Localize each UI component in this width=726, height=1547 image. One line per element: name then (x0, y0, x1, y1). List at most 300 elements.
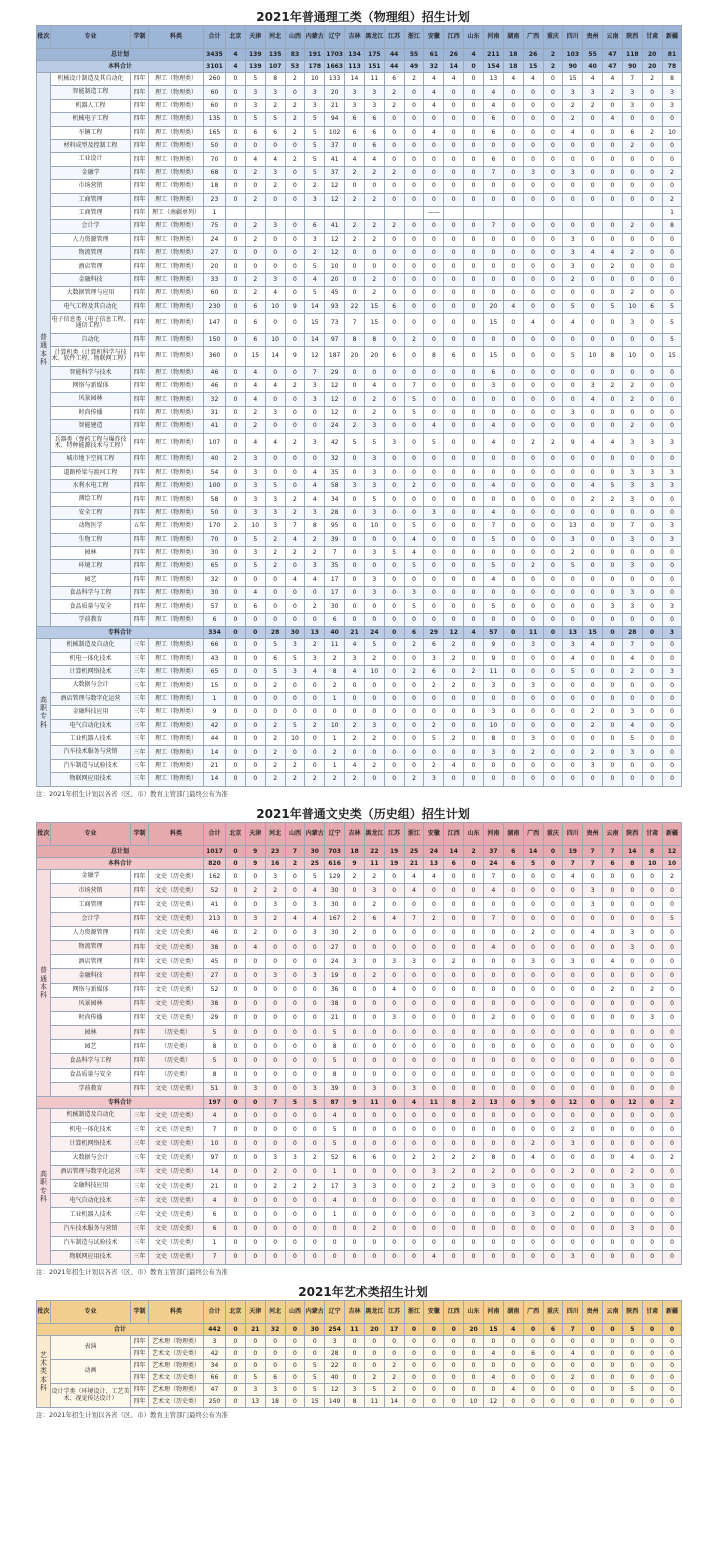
value-cell: 0 (464, 247, 484, 260)
value-cell: 0 (226, 639, 246, 652)
value-cell: 0 (503, 506, 523, 519)
value-cell: 3 (345, 1179, 365, 1193)
value-cell: 0 (345, 366, 365, 379)
value-cell: 0 (662, 1222, 682, 1236)
duration-cell: 四年 (131, 983, 149, 997)
value-cell: 5 (662, 333, 682, 346)
value-cell: 2 (523, 433, 543, 453)
value-cell: 0 (384, 884, 404, 898)
history-table (36, 822, 682, 1265)
value-cell: 3 (622, 587, 642, 600)
subject-cell: 理工（物理类） (149, 466, 204, 479)
value-cell: 154 (483, 61, 503, 73)
value-cell: 0 (265, 366, 285, 379)
value-cell: 2 (364, 870, 384, 884)
value-cell: 0 (583, 560, 603, 573)
header-province: 吉林 (345, 1301, 365, 1324)
value-cell: 20 (642, 49, 662, 61)
value-cell: 0 (424, 1372, 444, 1384)
value-cell: 0 (622, 759, 642, 772)
duration-cell: 三年 (131, 1194, 149, 1208)
value-cell: 2 (384, 1360, 404, 1372)
value-cell: 6 (444, 347, 464, 367)
major-name: 汽车制造与试验技术 (51, 1236, 131, 1250)
value-cell: 0 (483, 233, 503, 246)
table-row (37, 600, 682, 613)
major-name: 设计学类（环境设计、工艺美术、视觉传达设计） (51, 1384, 131, 1408)
value-cell: 14 (444, 61, 464, 73)
value-cell: 0 (523, 587, 543, 600)
value-cell: 0 (662, 1236, 682, 1250)
header-province: 黑龙江 (364, 26, 384, 49)
value-cell: 2 (285, 433, 305, 453)
value-cell: 7 (583, 846, 603, 858)
value-cell: 0 (523, 139, 543, 152)
value-cell: 0 (305, 746, 325, 759)
value-cell: 0 (563, 692, 583, 705)
value-cell: 7 (404, 912, 424, 926)
major-name: 物流管理 (51, 940, 131, 954)
value-cell: 0 (265, 1068, 285, 1082)
value-cell: 5 (245, 113, 265, 126)
value-cell: 8 (325, 1068, 345, 1082)
value-cell: 4 (226, 49, 246, 61)
table-row (37, 99, 682, 112)
value-cell: 0 (603, 613, 623, 626)
value-cell: 2 (603, 86, 623, 99)
value-cell: 0 (583, 1040, 603, 1054)
value-cell: 0 (662, 233, 682, 246)
value-cell: 0 (543, 1011, 563, 1025)
value-cell: 0 (464, 139, 484, 152)
value-cell: 0 (464, 1250, 484, 1264)
subject-cell: （历史类） (149, 1026, 204, 1040)
value-cell: 0 (305, 1040, 325, 1054)
value-cell: 0 (523, 260, 543, 273)
value-cell: 0 (404, 997, 424, 1011)
subject-cell: 文史（历史类） (149, 1236, 204, 1250)
value-cell: 2 (265, 560, 285, 573)
value-cell: 5 (364, 1384, 384, 1396)
value-cell (444, 206, 464, 219)
header-batch: 批次 (37, 26, 51, 49)
value-cell: 3 (662, 627, 682, 639)
value-cell: 0 (345, 587, 365, 600)
value-cell: 0 (563, 898, 583, 912)
table-row (37, 139, 682, 152)
value-cell: 0 (464, 287, 484, 300)
value-cell: 0 (444, 1026, 464, 1040)
value-cell: 0 (245, 247, 265, 260)
value-cell: 3 (364, 99, 384, 112)
value-cell: 4 (204, 1194, 226, 1208)
value-cell: 0 (642, 99, 662, 112)
value-cell: 0 (226, 1123, 246, 1137)
value-cell: 0 (444, 1250, 464, 1264)
value-cell: 0 (285, 333, 305, 346)
value-cell: 4 (603, 433, 623, 453)
value-cell: 3 (483, 706, 503, 719)
value-cell: 1 (325, 692, 345, 705)
value-cell: 0 (583, 1123, 603, 1137)
value-cell: 0 (503, 679, 523, 692)
value-cell: 2 (265, 1179, 285, 1193)
table-row (37, 706, 682, 719)
value-cell: 0 (603, 884, 623, 898)
value-cell: 2 (662, 1151, 682, 1165)
value-cell: 0 (662, 1011, 682, 1025)
value-cell: 0 (444, 393, 464, 406)
value-cell (345, 206, 365, 219)
value-cell: 0 (543, 1236, 563, 1250)
value-cell: 0 (404, 366, 424, 379)
value-cell: 2 (563, 1372, 583, 1384)
value-cell: 17 (325, 1179, 345, 1193)
value-cell: 0 (345, 1236, 365, 1250)
value-cell: 0 (622, 273, 642, 286)
value-cell: 0 (523, 773, 543, 786)
value-cell: 0 (503, 759, 523, 772)
table-row (37, 1222, 682, 1236)
value-cell: 0 (444, 1109, 464, 1123)
value-cell: 3 (265, 220, 285, 233)
major-name: 学前教育 (51, 613, 131, 626)
value-cell: 3 (622, 940, 642, 954)
value-cell: 0 (226, 926, 246, 940)
value-cell: 11 (364, 73, 384, 86)
subject-cell: 理工（物理类） (149, 193, 204, 206)
value-cell: 2 (384, 1372, 404, 1384)
value-cell: 39 (325, 533, 345, 546)
value-cell: 0 (464, 113, 484, 126)
header-province: 贵州 (583, 1301, 603, 1324)
value-cell: 11 (483, 666, 503, 679)
value-cell: 0 (503, 380, 523, 393)
value-cell: 0 (245, 692, 265, 705)
value-cell: 0 (642, 1336, 662, 1348)
value-cell: 2 (404, 479, 424, 492)
value-cell: 0 (464, 955, 484, 969)
value-cell: 0 (583, 940, 603, 954)
value-cell: 0 (642, 1360, 662, 1372)
major-name: 市场营销 (51, 180, 131, 193)
major-name: 物联网应用技术 (51, 773, 131, 786)
value-cell: 0 (424, 600, 444, 613)
value-cell: 133 (325, 73, 345, 86)
value-cell: 2 (285, 153, 305, 166)
header-province: 贵州 (583, 823, 603, 846)
value-cell: 0 (345, 1336, 365, 1348)
value-cell: 0 (226, 1222, 246, 1236)
value-cell: 0 (642, 453, 662, 466)
value-cell: 0 (444, 1236, 464, 1250)
value-cell: 0 (662, 706, 682, 719)
value-cell: 9 (245, 858, 265, 870)
table-row (37, 314, 682, 334)
value-cell: 0 (543, 692, 563, 705)
history-note: 注：2021年招生计划以各省（区、市）教育主管部门最终公布为准 (36, 1268, 229, 1276)
value-cell: 0 (642, 220, 662, 233)
value-cell: 2 (245, 220, 265, 233)
value-cell: 0 (245, 1222, 265, 1236)
value-cell: 3 (245, 506, 265, 519)
value-cell: 60 (204, 86, 226, 99)
value-cell: 0 (464, 613, 484, 626)
value-cell: 0 (404, 193, 424, 206)
table-row (37, 940, 682, 954)
value-cell: 0 (424, 746, 444, 759)
value-cell: 0 (384, 1068, 404, 1082)
value-cell: 0 (464, 180, 484, 193)
value-cell: 0 (503, 433, 523, 453)
value-cell: 8 (662, 220, 682, 233)
value-cell: 14 (444, 846, 464, 858)
value-cell (305, 206, 325, 219)
value-cell: 0 (523, 898, 543, 912)
value-cell: 0 (345, 679, 365, 692)
value-cell: 0 (285, 1372, 305, 1384)
value-cell: 0 (622, 1026, 642, 1040)
value-cell: 15 (364, 314, 384, 334)
value-cell: 4 (503, 73, 523, 86)
value-cell: 0 (245, 1348, 265, 1360)
value-cell: 0 (662, 1336, 682, 1348)
value-cell: 3 (642, 1011, 662, 1025)
value-cell: 0 (464, 732, 484, 745)
value-cell: 0 (642, 314, 662, 334)
value-cell: 0 (464, 884, 484, 898)
physics-note: 注：2021年招生计划以各省（区、市）教育主管部门最终公布为准 (36, 790, 229, 798)
value-cell: 0 (226, 233, 246, 246)
value-cell: 11 (523, 627, 543, 639)
value-cell: 0 (603, 1360, 623, 1372)
subject-cell: 文史（历史类） (149, 1250, 204, 1264)
value-cell: 0 (662, 719, 682, 732)
value-cell: 4 (424, 86, 444, 99)
value-cell: 0 (543, 719, 563, 732)
value-cell: 0 (265, 233, 285, 246)
value-cell: 0 (622, 546, 642, 559)
value-cell: 3 (265, 1384, 285, 1396)
value-cell: 211 (483, 49, 503, 61)
value-cell: 0 (603, 627, 623, 639)
value-cell: 0 (563, 926, 583, 940)
value-cell: 0 (523, 1372, 543, 1384)
value-cell: 10 (642, 858, 662, 870)
value-cell: 0 (662, 1123, 682, 1137)
value-cell: 0 (483, 1208, 503, 1222)
value-cell: 22 (345, 300, 365, 313)
value-cell: 5 (305, 1360, 325, 1372)
value-cell: 0 (543, 73, 563, 86)
value-cell: 0 (503, 113, 523, 126)
value-cell: 40 (325, 1372, 345, 1384)
duration-cell: 四年 (131, 1011, 149, 1025)
value-cell: 0 (444, 1360, 464, 1372)
value-cell: 17 (384, 1324, 404, 1336)
value-cell: 4 (404, 870, 424, 884)
value-cell: 0 (483, 1336, 503, 1348)
value-cell: 0 (265, 1194, 285, 1208)
value-cell: 0 (622, 193, 642, 206)
value-cell: 0 (345, 898, 365, 912)
value-cell: 0 (483, 613, 503, 626)
value-cell: 0 (622, 260, 642, 273)
value-cell: 0 (523, 1109, 543, 1123)
duration-cell: 四年 (131, 955, 149, 969)
value-cell: 0 (345, 997, 365, 1011)
value-cell: 3 (265, 898, 285, 912)
value-cell: 0 (662, 1194, 682, 1208)
header-province: 内蒙古 (305, 823, 325, 846)
value-cell: 0 (503, 1137, 523, 1151)
value-cell: 0 (384, 1336, 404, 1348)
value-cell: 0 (384, 393, 404, 406)
table-row (37, 1109, 682, 1123)
value-cell: 3 (622, 493, 642, 506)
value-cell: 0 (603, 1068, 623, 1082)
value-cell: 0 (662, 420, 682, 433)
duration-cell: 四年 (131, 113, 149, 126)
value-cell: 2 (265, 912, 285, 926)
value-cell: 0 (543, 587, 563, 600)
value-cell: 57 (483, 627, 503, 639)
value-cell: 3 (345, 1384, 365, 1396)
value-cell: 0 (384, 233, 404, 246)
value-cell: 28 (325, 1348, 345, 1360)
value-cell: 2 (622, 666, 642, 679)
batch-group: 普通本科 (37, 73, 51, 627)
value-cell: 2 (265, 759, 285, 772)
duration-cell: 四年 (131, 247, 149, 260)
duration-cell: 三年 (131, 719, 149, 732)
table-row (37, 1396, 682, 1408)
value-cell: 4 (563, 314, 583, 334)
header-province: 江西 (444, 823, 464, 846)
value-cell: 0 (642, 420, 662, 433)
value-cell: 0 (226, 587, 246, 600)
value-cell: 0 (384, 493, 404, 506)
value-cell: 0 (464, 926, 484, 940)
value-cell: 0 (583, 1097, 603, 1109)
value-cell: 0 (622, 1109, 642, 1123)
value-cell: 0 (543, 1068, 563, 1082)
value-cell: 0 (543, 220, 563, 233)
value-cell: 0 (305, 1123, 325, 1137)
value-cell: 0 (642, 955, 662, 969)
value-cell: 0 (424, 706, 444, 719)
value-cell: 81 (662, 49, 682, 61)
value-cell: 3 (662, 600, 682, 613)
header-province: 甘肃 (642, 26, 662, 49)
value-cell: 0 (404, 898, 424, 912)
value-cell: 6 (642, 300, 662, 313)
major-name: 电子信息类（电子信息工程、通信工程） (51, 314, 131, 334)
value-cell: 97 (325, 333, 345, 346)
value-cell: 4 (424, 1250, 444, 1264)
value-cell: 0 (603, 639, 623, 652)
value-cell: 0 (523, 969, 543, 983)
duration-cell: 四年 (131, 1360, 149, 1372)
value-cell: 0 (603, 546, 623, 559)
value-cell: 0 (424, 247, 444, 260)
value-cell: 0 (563, 380, 583, 393)
subject-cell: 文史（历史类） (149, 1151, 204, 1165)
table-row (37, 1054, 682, 1068)
value-cell: 6 (444, 858, 464, 870)
value-cell: 0 (226, 746, 246, 759)
batch-group: 高职专科 (37, 1109, 51, 1265)
value-cell: 0 (245, 639, 265, 652)
value-cell: 0 (583, 1236, 603, 1250)
subject-cell: 文史（历史类） (149, 1109, 204, 1123)
major-name: 学前教育 (51, 1082, 131, 1096)
value-cell: 2 (464, 846, 484, 858)
value-cell: 0 (285, 898, 305, 912)
value-cell: 0 (483, 1068, 503, 1082)
art-table (36, 1300, 682, 1408)
major-name: 道路桥梁与渡河工程 (51, 466, 131, 479)
major-name: 智能制造工程 (51, 86, 131, 99)
value-cell: 2 (265, 746, 285, 759)
value-cell: 0 (563, 1026, 583, 1040)
value-cell: 2 (444, 639, 464, 652)
value-cell: 21 (245, 1324, 265, 1336)
value-cell: 0 (424, 153, 444, 166)
value-cell: 0 (583, 955, 603, 969)
total-row (37, 846, 682, 858)
subject-cell: 理工（物理类） (149, 587, 204, 600)
header-province: 重庆 (543, 823, 563, 846)
value-cell: 0 (444, 113, 464, 126)
sub-row (37, 858, 682, 870)
value-cell: 0 (603, 898, 623, 912)
value-cell: 0 (622, 679, 642, 692)
value-cell: 8 (345, 1396, 365, 1408)
value-cell: 0 (503, 1040, 523, 1054)
value-cell: 0 (245, 627, 265, 639)
value-cell: 4 (325, 1194, 345, 1208)
value-cell: 3 (404, 587, 424, 600)
value-cell: 2 (404, 333, 424, 346)
value-cell: 118 (622, 49, 642, 61)
value-cell: 0 (305, 1068, 325, 1082)
value-cell: 0 (265, 1011, 285, 1025)
value-cell: 0 (583, 287, 603, 300)
value-cell: 0 (226, 493, 246, 506)
value-cell: 0 (285, 86, 305, 99)
value-cell: 1017 (204, 846, 226, 858)
value-cell: 7 (325, 546, 345, 559)
value-cell: 0 (444, 166, 464, 179)
value-cell: 15 (662, 347, 682, 367)
value-cell: 0 (345, 506, 365, 519)
value-cell: 0 (245, 1137, 265, 1151)
value-cell: 15 (305, 314, 325, 334)
value-cell: 0 (523, 86, 543, 99)
duration-cell: 四年 (131, 493, 149, 506)
value-cell: 0 (603, 420, 623, 433)
value-cell: 0 (483, 333, 503, 346)
value-cell: 0 (603, 1097, 623, 1109)
value-cell: 0 (444, 1384, 464, 1396)
value-cell: 0 (503, 940, 523, 954)
value-cell: 0 (662, 1372, 682, 1384)
value-cell: 0 (444, 940, 464, 954)
value-cell: 0 (662, 493, 682, 506)
value-cell: 0 (483, 260, 503, 273)
header-province: 浙江 (404, 1301, 424, 1324)
